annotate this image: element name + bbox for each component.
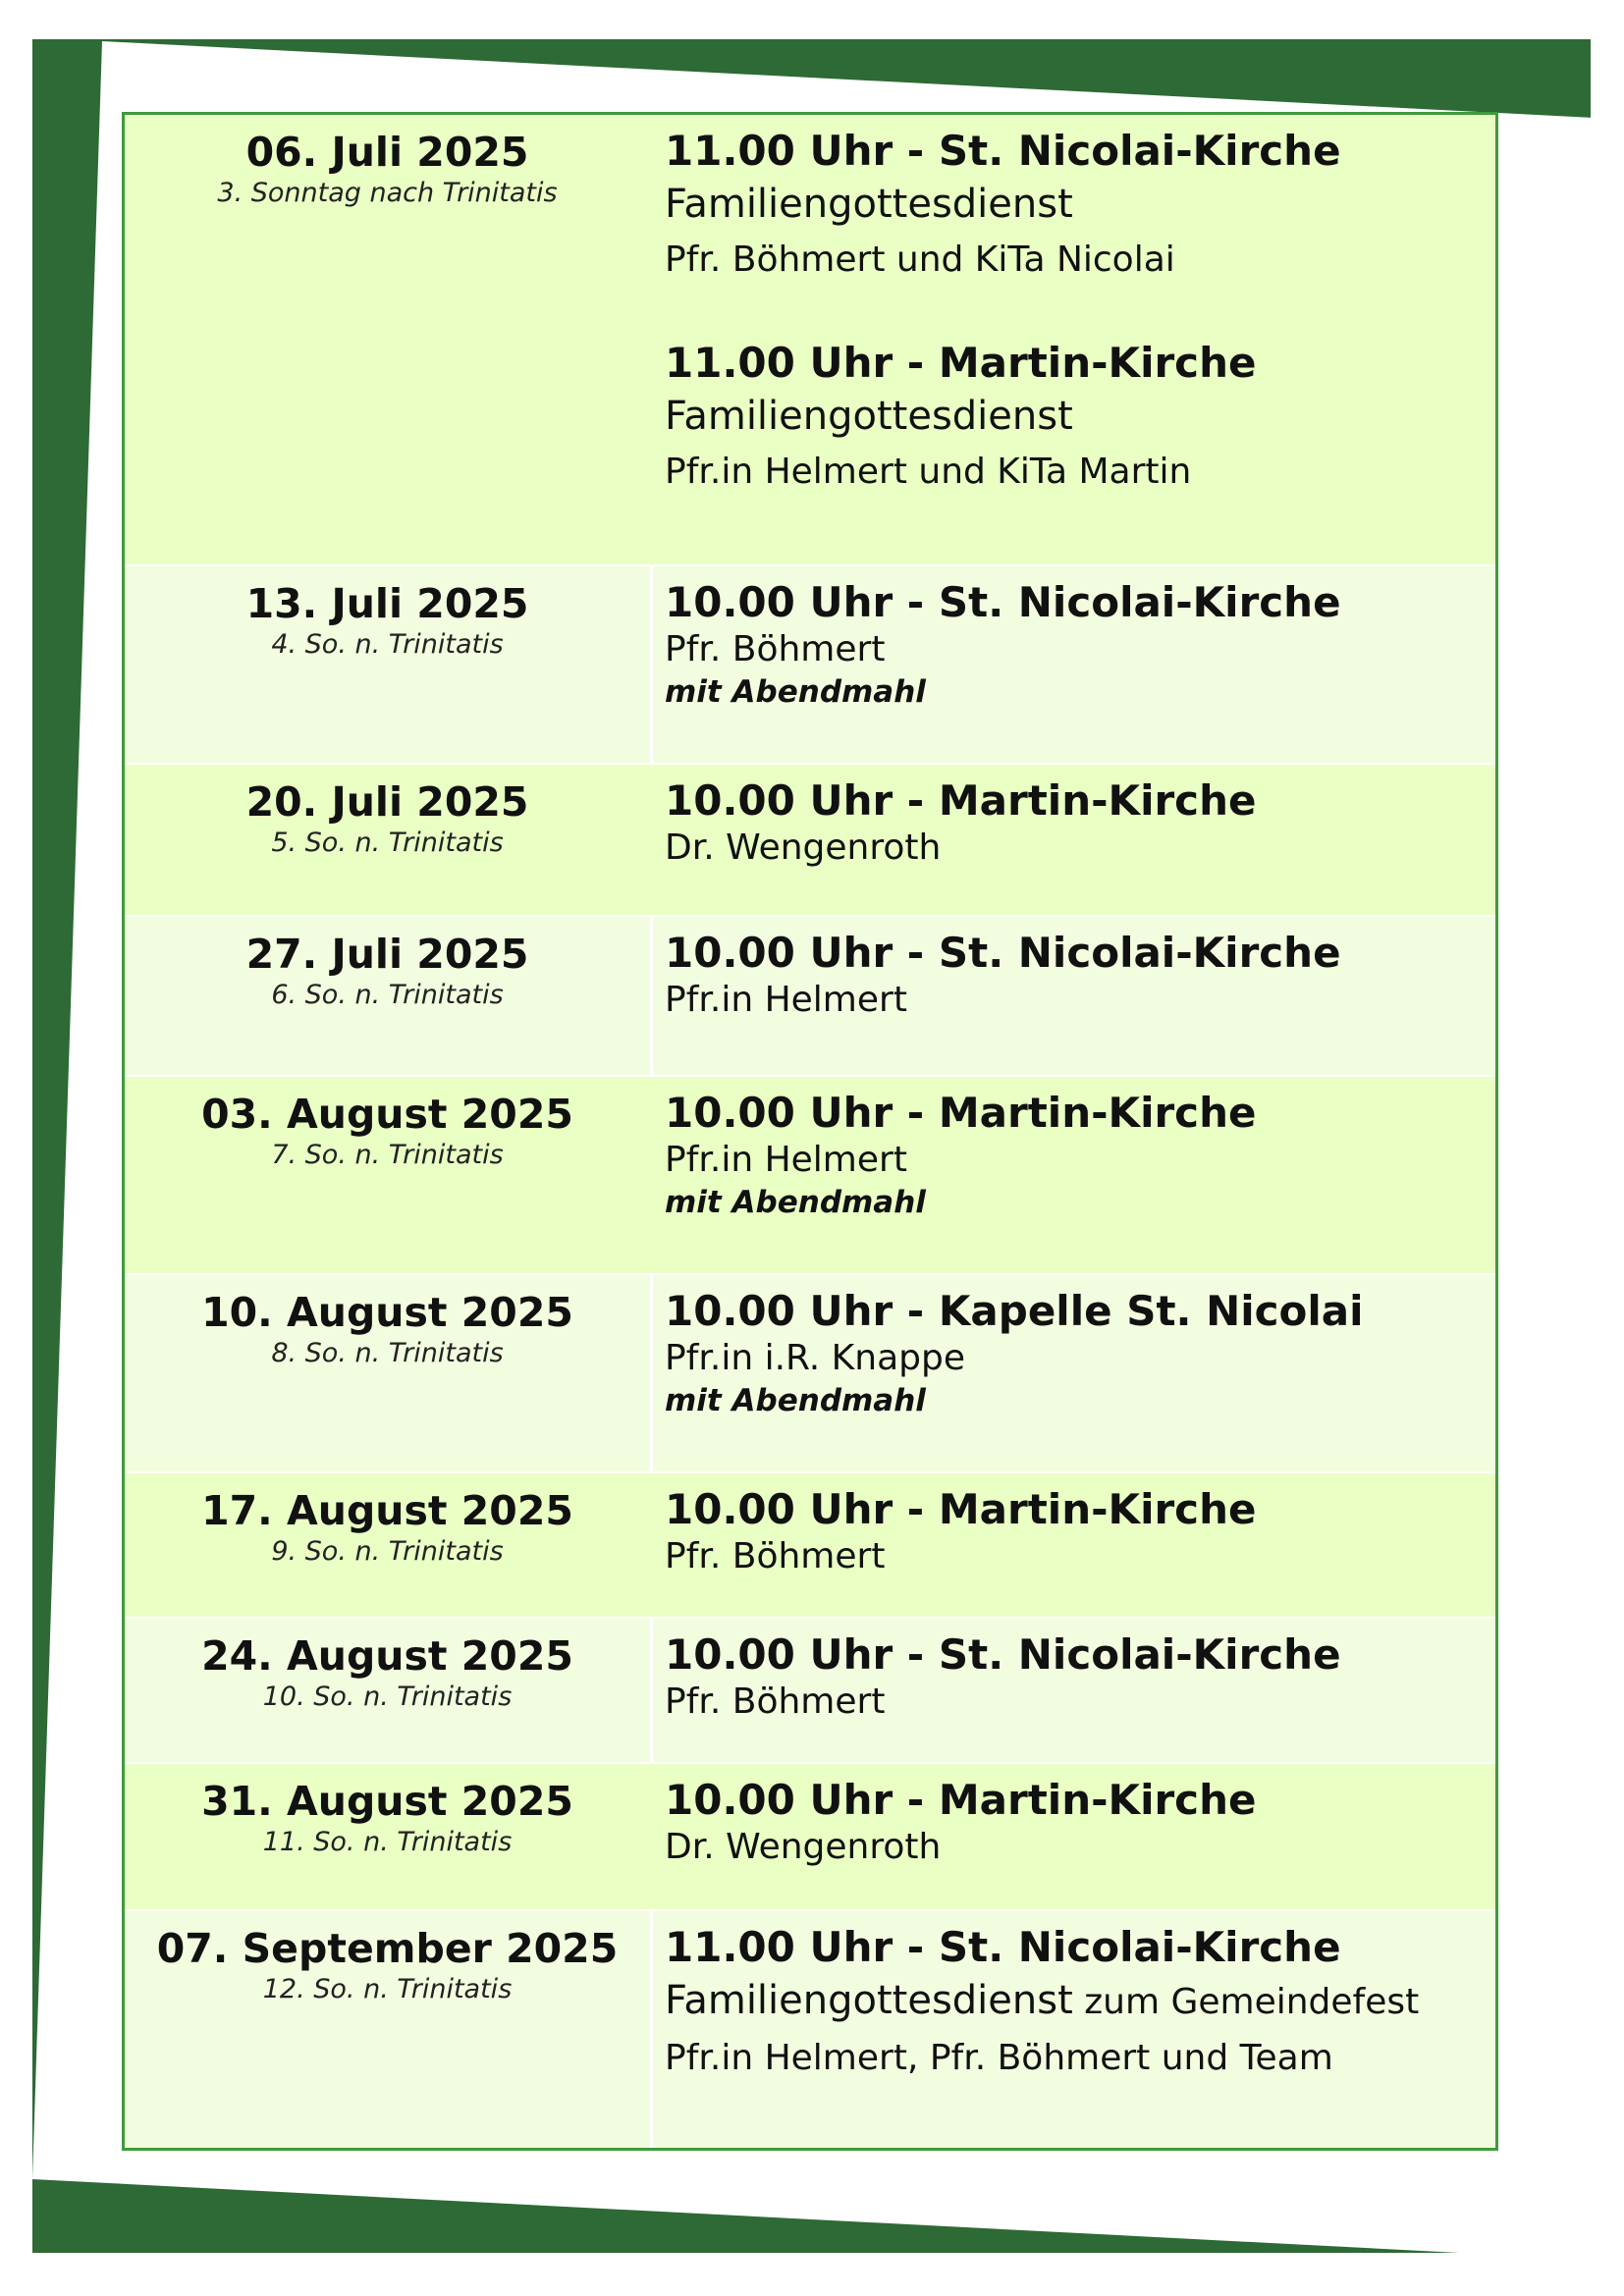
table-row <box>125 1764 1495 1911</box>
service-pastor: Pfr. Böhmert <box>665 1536 886 1576</box>
church-calendar-day: 10. So. n. Trinitatis <box>262 1682 513 1712</box>
service-schedule-table <box>122 112 1498 2151</box>
date-cell <box>125 1077 653 1273</box>
table-row <box>125 1473 1495 1619</box>
service-time-place: 10.00 Uhr - Martin-Kirche <box>665 1485 1257 1533</box>
service-cell <box>653 1473 1495 1617</box>
service-date: 31. August 2025 <box>201 1778 573 1825</box>
service-pastor: Pfr.in Helmert und KiTa Martin <box>665 452 1192 492</box>
service-date: 03. August 2025 <box>201 1091 573 1138</box>
service-type-suffix: zum Gemeindefest <box>1072 1982 1420 2022</box>
service-cell <box>653 1911 1495 2148</box>
service-time-place: 10.00 Uhr - St. Nicolai-Kirche <box>665 929 1341 977</box>
service-pastor: Pfr.in i.R. Knappe <box>665 1338 965 1378</box>
service-date: 24. August 2025 <box>201 1632 573 1680</box>
service-cell <box>653 115 1495 564</box>
service-cell <box>653 1619 1495 1762</box>
service-note: mit Abendmahl <box>665 1185 926 1220</box>
church-calendar-day: 8. So. n. Trinitatis <box>271 1338 504 1368</box>
church-calendar-day: 3. Sonntag nach Trinitatis <box>217 178 558 208</box>
service-time-place: 10.00 Uhr - St. Nicolai-Kirche <box>665 578 1341 626</box>
service-date: 07. September 2025 <box>156 1925 619 1972</box>
service-cell <box>653 1275 1495 1471</box>
service-time-place: 11.00 Uhr - St. Nicolai-Kirche <box>665 127 1341 175</box>
service-time-place: 10.00 Uhr - Kapelle St. Nicolai <box>665 1287 1364 1335</box>
service-date: 06. Juli 2025 <box>245 129 529 176</box>
service-date: 17. August 2025 <box>201 1487 573 1534</box>
table-row <box>125 1077 1495 1275</box>
date-cell <box>125 566 653 763</box>
service-pastor: Pfr. Böhmert <box>665 629 886 669</box>
date-cell <box>125 917 653 1075</box>
service-cell <box>653 917 1495 1075</box>
service-type-main: Familiengottesdienst <box>665 1978 1073 2023</box>
service-cell <box>653 765 1495 915</box>
date-cell <box>125 765 653 915</box>
church-calendar-day: 9. So. n. Trinitatis <box>271 1536 504 1567</box>
table-row <box>125 1619 1495 1764</box>
service-date: 20. Juli 2025 <box>245 778 529 826</box>
table-row <box>125 566 1495 765</box>
service-pastor: Pfr. Böhmert <box>665 1682 886 1722</box>
church-calendar-day: 4. So. n. Trinitatis <box>271 629 504 660</box>
service-type <box>665 1972 1495 2031</box>
service-note: mit Abendmahl <box>665 674 926 710</box>
service-type: Familiengottesdienst <box>665 182 1073 227</box>
service-time-place: 10.00 Uhr - Martin-Kirche <box>665 776 1257 825</box>
table-row <box>125 115 1495 566</box>
date-cell <box>125 1619 653 1762</box>
table-row <box>125 1275 1495 1473</box>
date-cell <box>125 1764 653 1909</box>
service-pastor: Pfr. Böhmert und KiTa Nicolai <box>665 240 1175 280</box>
service-pastor: Pfr.in Helmert, Pfr. Böhmert und Team <box>665 2038 1333 2078</box>
service-pastor: Pfr.in Helmert <box>665 1140 907 1180</box>
table-row <box>125 1911 1495 2148</box>
date-cell <box>125 1275 653 1471</box>
church-calendar-day: 5. So. n. Trinitatis <box>271 828 504 858</box>
church-calendar-day: 12. So. n. Trinitatis <box>262 1974 513 2004</box>
service-cell <box>653 1764 1495 1909</box>
service-type: Familiengottesdienst <box>665 394 1073 439</box>
service-pastor: Dr. Wengenroth <box>665 828 942 868</box>
service-time-place: 11.00 Uhr - Martin-Kirche <box>665 339 1257 387</box>
service-time-place: 10.00 Uhr - Martin-Kirche <box>665 1089 1257 1137</box>
service-date: 13. Juli 2025 <box>245 580 529 627</box>
service-pastor: Dr. Wengenroth <box>665 1827 942 1867</box>
church-calendar-day: 7. So. n. Trinitatis <box>271 1140 504 1170</box>
church-calendar-day: 6. So. n. Trinitatis <box>271 980 504 1010</box>
date-cell <box>125 1473 653 1617</box>
service-cell <box>653 566 1495 763</box>
service-pastor: Pfr.in Helmert <box>665 980 907 1020</box>
service-time-place: 10.00 Uhr - St. Nicolai-Kirche <box>665 1630 1341 1679</box>
date-cell <box>125 115 653 564</box>
service-date: 10. August 2025 <box>201 1289 573 1336</box>
service-cell <box>653 1077 1495 1273</box>
service-time-place: 10.00 Uhr - Martin-Kirche <box>665 1776 1257 1824</box>
service-time-place: 11.00 Uhr - St. Nicolai-Kirche <box>665 1923 1341 1971</box>
table-row <box>125 917 1495 1077</box>
church-calendar-day: 11. So. n. Trinitatis <box>262 1827 513 1857</box>
service-date: 27. Juli 2025 <box>245 931 529 978</box>
date-cell <box>125 1911 653 2148</box>
table-row <box>125 765 1495 917</box>
service-note: mit Abendmahl <box>665 1383 926 1418</box>
